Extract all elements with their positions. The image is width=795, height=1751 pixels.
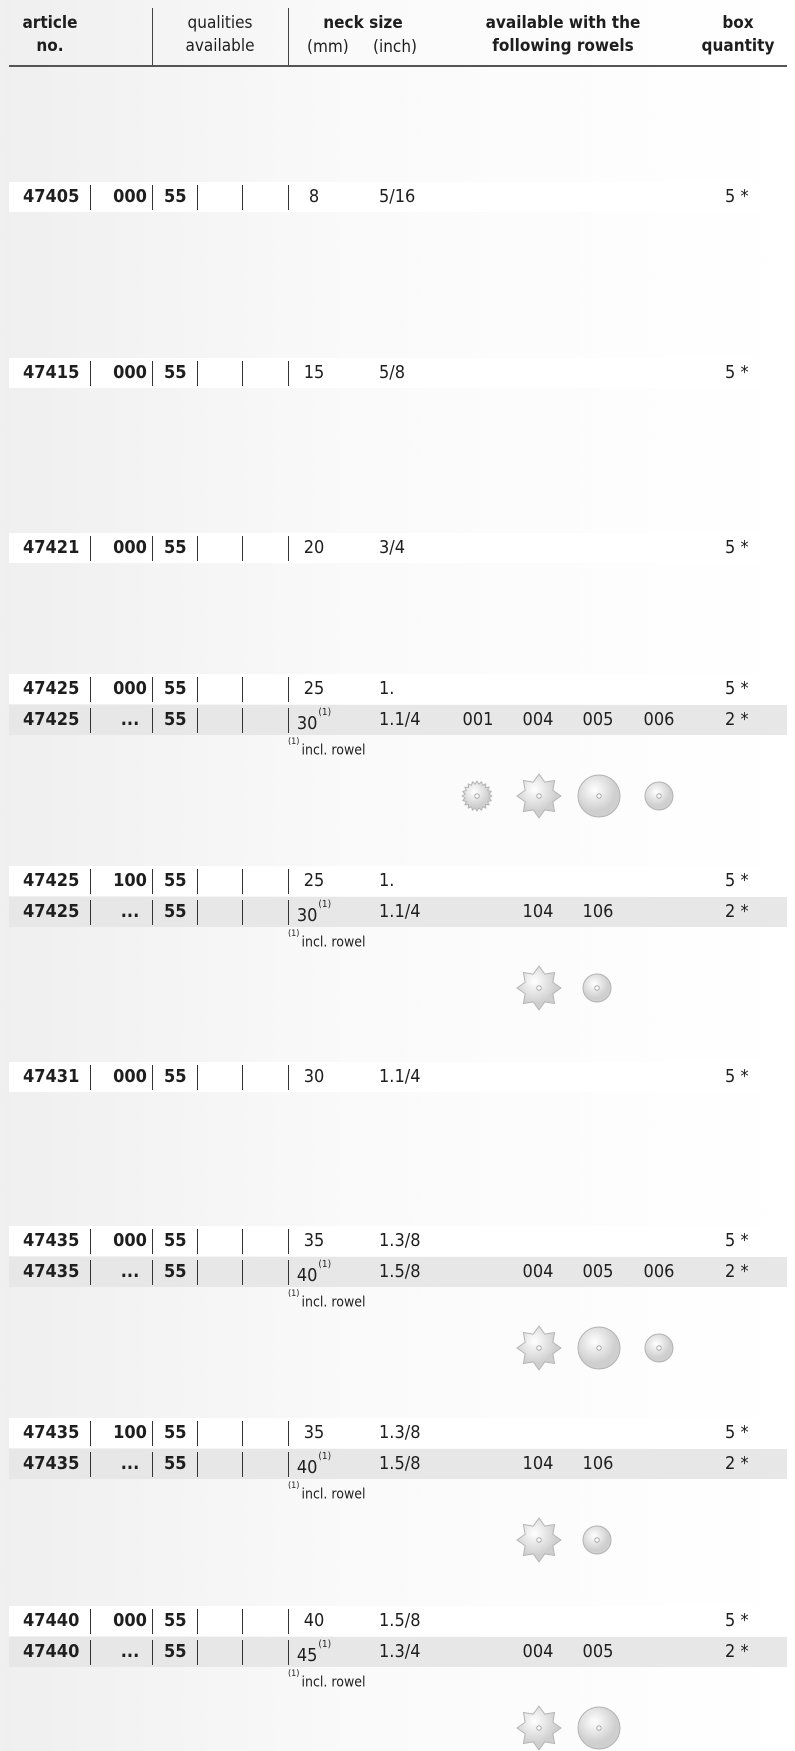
quality-code: ...: [120, 709, 140, 730]
article-number: 47425: [23, 901, 80, 922]
quality-code: ...: [120, 1453, 140, 1474]
column-divider: [152, 1065, 153, 1090]
rowel-code: 006: [643, 1261, 675, 1282]
column-divider: [288, 536, 289, 561]
footnote-mark: (1): [318, 899, 332, 910]
footnote-mark: (1): [288, 1481, 300, 1491]
header-inch-label: (inch): [373, 37, 417, 57]
neck-size-inch: 1.: [379, 870, 395, 891]
column-divider: [242, 1452, 243, 1477]
column-divider: [242, 1640, 243, 1665]
box-quantity: 5 *: [725, 678, 749, 699]
column-divider: [152, 1421, 153, 1446]
table-row: [9, 1606, 787, 1636]
neck-size-mm: 35: [303, 1230, 325, 1251]
column-divider: [242, 361, 243, 386]
quality-grade: 55: [164, 362, 187, 383]
article-number: 47435: [23, 1422, 80, 1443]
footnote-text: incl. rowel: [301, 1294, 366, 1311]
header-rule: [9, 65, 787, 67]
table-header: [0, 0, 795, 68]
column-divider: [288, 1065, 289, 1090]
table-row: [9, 1418, 787, 1448]
column-divider: [242, 1421, 243, 1446]
column-divider: [288, 1640, 289, 1665]
box-quantity: 5 *: [725, 1422, 749, 1443]
neck-size-mm: 45$^{(1)}$: [296, 1639, 332, 1666]
neck-size-inch: 1.3/8: [379, 1230, 421, 1251]
article-number: 47425: [23, 678, 80, 699]
column-divider: [288, 900, 289, 925]
table-row: [9, 1257, 787, 1287]
star-rowel-icon: [516, 773, 562, 819]
rowel-code: 004: [522, 709, 554, 730]
rowel-code: 106: [582, 901, 614, 922]
large-disc-rowel-icon: [576, 1705, 622, 1751]
column-divider: [90, 1452, 91, 1477]
column-divider: [242, 900, 243, 925]
box-quantity: 5 *: [725, 186, 749, 207]
column-divider: [197, 1260, 198, 1285]
column-divider: [288, 361, 289, 386]
column-divider: [152, 1229, 153, 1254]
article-number: 47435: [23, 1453, 80, 1474]
large-disc-rowel-icon: [576, 773, 622, 819]
article-number: 47435: [23, 1261, 80, 1282]
rowel-code: 005: [582, 709, 614, 730]
neck-size-inch: 1.1/4: [379, 709, 421, 730]
article-number: 47440: [23, 1641, 80, 1662]
column-divider: [90, 1421, 91, 1446]
rowel-code: 005: [582, 1261, 614, 1282]
header-neck-size: neck size: [323, 13, 403, 33]
column-divider: [197, 1609, 198, 1634]
quality-grade: 55: [164, 537, 187, 558]
neck-size-inch: 1.1/4: [379, 901, 421, 922]
large-disc-rowel-icon: [576, 1325, 622, 1371]
column-divider: [242, 185, 243, 210]
column-divider: [90, 361, 91, 386]
column-divider: [90, 677, 91, 702]
box-quantity: 2 *: [725, 1453, 749, 1474]
table-row: [9, 1637, 787, 1667]
article-number: 47421: [23, 537, 80, 558]
column-divider: [90, 185, 91, 210]
star-rowel-icon: [516, 1517, 562, 1563]
article-number: 47415: [23, 362, 80, 383]
table-row: [9, 1226, 787, 1256]
column-divider: [152, 677, 153, 702]
footnote-text: incl. rowel: [301, 742, 366, 759]
footnote-mark: (1): [288, 929, 300, 939]
footnote-mark: (1): [318, 1451, 332, 1462]
header-qualities-label: qualities: [187, 13, 253, 33]
small-disc-rowel-icon: [636, 1325, 682, 1371]
article-number: 47431: [23, 1066, 80, 1087]
article-number: 47405: [23, 186, 80, 207]
column-divider: [197, 536, 198, 561]
rowel-code: 005: [582, 1641, 614, 1662]
column-divider: [152, 708, 153, 733]
table-row: [9, 866, 787, 896]
quality-code: ...: [120, 901, 140, 922]
column-divider: [242, 1260, 243, 1285]
quality-grade: 55: [164, 870, 187, 891]
column-divider: [197, 185, 198, 210]
neck-size-inch: 3/4: [379, 537, 406, 558]
footnote-mark: (1): [318, 1259, 332, 1270]
quality-grade: 55: [164, 678, 187, 699]
column-divider: [242, 1609, 243, 1634]
rowel-code: 004: [522, 1641, 554, 1662]
column-divider: [152, 185, 153, 210]
header-qualities: [170, 12, 270, 58]
footnote-mark: (1): [318, 1639, 332, 1650]
column-divider: [197, 1421, 198, 1446]
quality-grade: 55: [164, 1422, 187, 1443]
quality-code: ...: [120, 1261, 140, 1282]
header-article: [18, 12, 82, 58]
header-rowels: [458, 12, 668, 58]
column-divider: [288, 1452, 289, 1477]
column-divider: [152, 536, 153, 561]
footnote-mark: (1): [288, 737, 300, 747]
header-divider: [288, 8, 289, 66]
neck-size-mm: 35: [303, 1422, 325, 1443]
column-divider: [288, 677, 289, 702]
quality-code: 000: [113, 537, 147, 558]
neck-size-mm: 30$^{(1)}$: [296, 707, 332, 734]
neck-size-mm: 40$^{(1)}$: [296, 1259, 332, 1286]
footnote: [288, 1289, 366, 1311]
rowel-code: 106: [582, 1453, 614, 1474]
neck-size-inch: 5/8: [379, 362, 406, 383]
footnote-text: incl. rowel: [301, 934, 366, 951]
column-divider: [288, 1260, 289, 1285]
footnote: [288, 737, 366, 759]
box-quantity: 2 *: [725, 709, 749, 730]
column-divider: [242, 1229, 243, 1254]
header-divider: [152, 8, 153, 66]
column-divider: [288, 708, 289, 733]
rowel-code: 004: [522, 1261, 554, 1282]
article-number: 47435: [23, 1230, 80, 1251]
header-no-label: no.: [36, 36, 64, 56]
quality-grade: 55: [164, 1453, 187, 1474]
column-divider: [197, 361, 198, 386]
article-number: 47425: [23, 709, 80, 730]
quality-code: 100: [113, 870, 147, 891]
quality-grade: 55: [164, 1066, 187, 1087]
column-divider: [197, 869, 198, 894]
column-divider: [242, 1065, 243, 1090]
footnote-mark: (1): [288, 1289, 300, 1299]
quality-code: 000: [113, 1230, 147, 1251]
neck-size-mm: 40$^{(1)}$: [296, 1451, 332, 1478]
box-quantity: 5 *: [725, 537, 749, 558]
quality-code: 000: [113, 1066, 147, 1087]
neck-size-mm: 20: [303, 537, 325, 558]
column-divider: [288, 869, 289, 894]
neck-size-inch: 5/16: [379, 186, 416, 207]
column-divider: [152, 1452, 153, 1477]
article-number: 47425: [23, 870, 80, 891]
star-rowel-icon: [516, 1325, 562, 1371]
neck-size-mm: 8: [308, 186, 320, 207]
footnote: [288, 929, 366, 951]
quality-code: 000: [113, 362, 147, 383]
quality-grade: 55: [164, 901, 187, 922]
header-box-label: box: [722, 13, 754, 33]
box-quantity: 2 *: [725, 1261, 749, 1282]
column-divider: [152, 1609, 153, 1634]
neck-size-inch: 1.5/8: [379, 1453, 421, 1474]
box-quantity: 5 *: [725, 870, 749, 891]
rowel-code: 104: [522, 901, 554, 922]
neck-size-inch: 1.5/8: [379, 1261, 421, 1282]
column-divider: [197, 708, 198, 733]
header-available-label: available: [185, 36, 255, 56]
table-row: [9, 674, 787, 704]
table-row: [9, 533, 787, 563]
header-rowels-line2: following rowels: [492, 36, 634, 56]
column-divider: [242, 536, 243, 561]
column-divider: [90, 1260, 91, 1285]
footnote-mark: (1): [288, 1669, 300, 1679]
box-quantity: 5 *: [725, 1066, 749, 1087]
neck-size-mm: 15: [303, 362, 325, 383]
column-divider: [90, 536, 91, 561]
quality-grade: 55: [164, 709, 187, 730]
footnote: [288, 1669, 366, 1691]
table-row: [9, 182, 787, 212]
neck-size-inch: 1.5/8: [379, 1610, 421, 1631]
column-divider: [288, 185, 289, 210]
column-divider: [90, 1640, 91, 1665]
quality-code: 000: [113, 186, 147, 207]
column-divider: [242, 677, 243, 702]
quality-grade: 55: [164, 1230, 187, 1251]
quality-code: 000: [113, 678, 147, 699]
small-disc-rowel-icon: [574, 1517, 620, 1563]
rowel-code: 001: [462, 709, 494, 730]
header-article-label: article: [22, 13, 78, 33]
box-quantity: 5 *: [725, 362, 749, 383]
header-quantity-label: quantity: [701, 36, 775, 56]
article-number: 47440: [23, 1610, 80, 1631]
column-divider: [197, 1229, 198, 1254]
small-disc-rowel-icon: [574, 965, 620, 1011]
neck-size-inch: 1.1/4: [379, 1066, 421, 1087]
table-row: [9, 1062, 787, 1092]
column-divider: [90, 708, 91, 733]
table-row: [9, 705, 787, 735]
box-quantity: 2 *: [725, 1641, 749, 1662]
column-divider: [242, 869, 243, 894]
neck-size-inch: 1.3/4: [379, 1641, 421, 1662]
column-divider: [288, 1609, 289, 1634]
neck-size-mm: 30$^{(1)}$: [296, 899, 332, 926]
fine-toothed-rowel-icon: [454, 773, 500, 819]
footnote-mark: (1): [318, 707, 332, 718]
small-disc-rowel-icon: [636, 773, 682, 819]
column-divider: [197, 677, 198, 702]
table-row: [9, 1449, 787, 1479]
header-rowels-line1: available with the: [485, 13, 641, 33]
neck-size-inch: 1.3/8: [379, 1422, 421, 1443]
column-divider: [90, 1065, 91, 1090]
column-divider: [152, 869, 153, 894]
neck-size-mm: 25: [303, 870, 325, 891]
column-divider: [152, 361, 153, 386]
header-mm-label: (mm): [307, 37, 349, 57]
box-quantity: 5 *: [725, 1230, 749, 1251]
column-divider: [90, 869, 91, 894]
quality-code: 100: [113, 1422, 147, 1443]
column-divider: [197, 1452, 198, 1477]
quality-grade: 55: [164, 186, 187, 207]
column-divider: [152, 900, 153, 925]
neck-size-mm: 30: [303, 1066, 325, 1087]
star-rowel-icon: [516, 965, 562, 1011]
quality-code: 000: [113, 1610, 147, 1631]
quality-grade: 55: [164, 1261, 187, 1282]
quality-code: ...: [120, 1641, 140, 1662]
column-divider: [288, 1229, 289, 1254]
column-divider: [288, 1421, 289, 1446]
column-divider: [152, 1640, 153, 1665]
box-quantity: 2 *: [725, 901, 749, 922]
header-box: [697, 12, 779, 58]
neck-size-mm: 40: [303, 1610, 325, 1631]
rowel-code: 104: [522, 1453, 554, 1474]
column-divider: [197, 900, 198, 925]
column-divider: [90, 1229, 91, 1254]
table-row: [9, 358, 787, 388]
neck-size-mm: 25: [303, 678, 325, 699]
box-quantity: 5 *: [725, 1610, 749, 1631]
quality-grade: 55: [164, 1610, 187, 1631]
footnote: [288, 1481, 366, 1503]
column-divider: [242, 708, 243, 733]
column-divider: [90, 1609, 91, 1634]
table-row: [9, 897, 787, 927]
star-rowel-icon: [516, 1705, 562, 1751]
footnote-text: incl. rowel: [301, 1486, 366, 1503]
quality-grade: 55: [164, 1641, 187, 1662]
neck-size-inch: 1.: [379, 678, 395, 699]
footnote-text: incl. rowel: [301, 1674, 366, 1691]
rowel-code: 006: [643, 709, 675, 730]
column-divider: [152, 1260, 153, 1285]
column-divider: [90, 900, 91, 925]
column-divider: [197, 1640, 198, 1665]
column-divider: [197, 1065, 198, 1090]
